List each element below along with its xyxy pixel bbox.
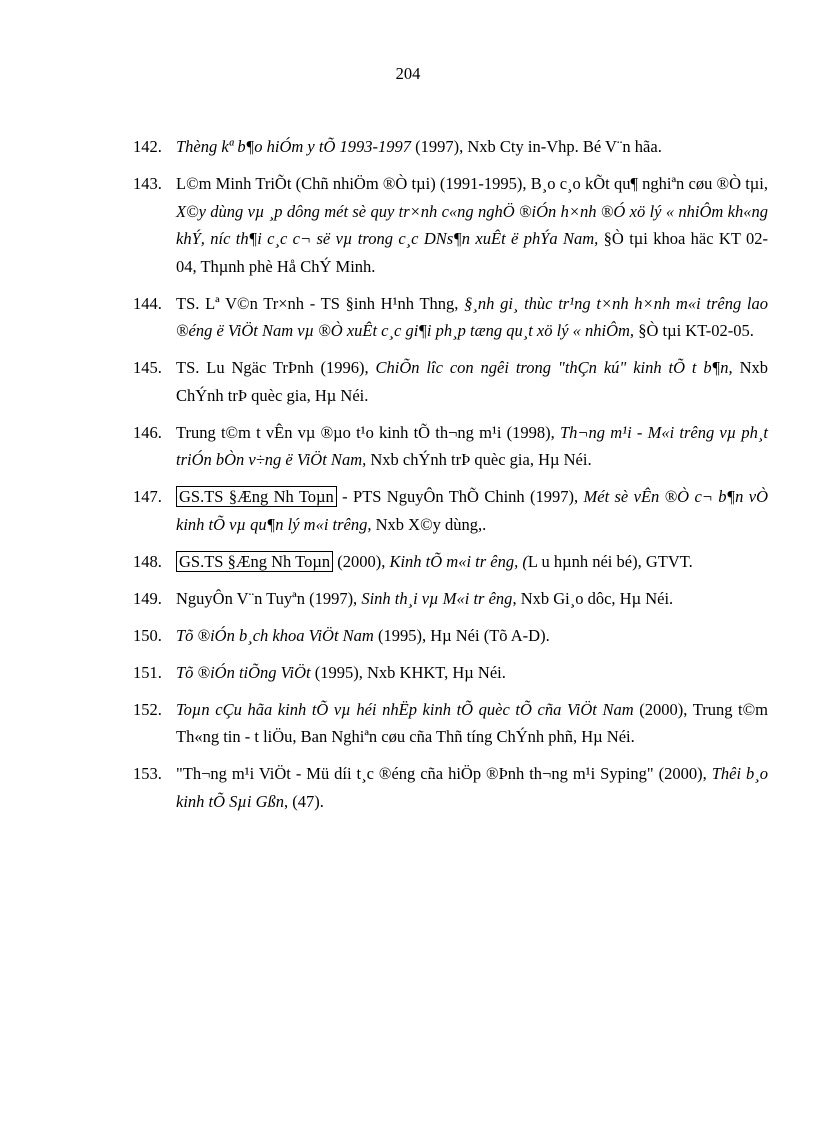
reference-text: [176, 622, 768, 650]
reference-item: [133, 419, 768, 474]
reference-number: 144.: [133, 293, 162, 313]
reference-title: Kinh tÕ m«i tr êng, (: [389, 551, 528, 571]
reference-segment: - PTS NguyÔn ThÕ Chinh (1997),: [336, 487, 584, 506]
reference-number: 148.: [133, 551, 162, 571]
reference-text: [176, 133, 768, 161]
reference-segment: NguyÔn V¨n Tuyªn (1997),: [176, 588, 362, 608]
reference-item: [133, 170, 768, 280]
reference-text: [176, 585, 768, 613]
reference-segment: Nxb ChÝnh trÞ quèc gia, Hµ Néi.: [176, 358, 768, 405]
reference-number: 145.: [133, 358, 162, 377]
reference-text: [176, 696, 768, 751]
reference-segment: "Th¬ng m¹i ViÖt - Mü díi t¸c ®éng cña hiÖp ®Þnh th¬ng m¹i Syping" (2000),: [176, 764, 712, 783]
reference-item: [133, 760, 768, 815]
reference-item: [133, 290, 768, 345]
reference-segment: , (47).: [284, 791, 324, 811]
reference-text: [176, 170, 768, 280]
reference-item: [133, 548, 768, 576]
reference-number: 152.: [133, 699, 162, 719]
reference-list: [133, 133, 768, 825]
reference-number: 150.: [133, 625, 162, 645]
reference-item: [133, 696, 768, 751]
boxed-author: GS.TS §Æng Nh Toµn: [176, 551, 333, 572]
reference-segment: (2000), Trung t©m Th«ng tin - t liÖu, Ban Nghiªn cøu cña Thñ tíng ChÝnh phñ, Hµ Néi.: [176, 699, 768, 746]
boxed-author: GS.TS §Æng Nh Toµn: [176, 486, 337, 507]
reference-item: [133, 354, 768, 409]
reference-segment: Trung t©m t vÊn vµ ®µo t¹o kinh tÕ th¬ng m¹i (1998),: [176, 422, 560, 442]
reference-item: [133, 133, 768, 161]
reference-title: Mét sè vÊn ®Ò c¬ b¶n vÒ kinh tÕ vµ qu¶n lý m«i trêng,: [176, 487, 769, 534]
reference-item: [133, 585, 768, 613]
reference-text: [176, 354, 768, 409]
reference-segment: (2000),: [333, 551, 390, 571]
reference-title: X©y dùng vµ ¸p dông mét sè quy tr×nh c«ng nghÖ ®iÓn h×nh ®Ó xö lý « nhiÔm kh«ng khÝ, níc th¶i c¸c c¬ së vµ trong c¸c DNs¶n xuÊt ë phÝa Nam,: [176, 201, 768, 248]
reference-segment: TS. Lu Ngäc TrÞnh (1996),: [176, 358, 376, 377]
reference-text: [176, 548, 768, 576]
reference-title: Toµn cÇu hãa kinh tÕ vµ héi nhËp kinh tÕ quèc tÕ cña ViÖt Nam: [176, 699, 634, 719]
reference-item: [133, 659, 768, 687]
reference-text: [176, 659, 768, 687]
reference-number: 143.: [133, 174, 162, 193]
reference-item: [133, 483, 768, 538]
reference-text: [176, 290, 768, 345]
reference-title: Tõ ®iÓn tiÕng ViÖt: [176, 662, 311, 682]
reference-segment: (1997), Nxb Cty in-Vhp. Bé V¨n hãa.: [411, 137, 662, 156]
reference-number: 151.: [133, 662, 162, 682]
reference-segment: L©m Minh TriÕt (Chñ nhiÖm ®Ò tµi) (1991-1995), B¸o c¸o kÕt qu¶ nghiªn cøu ®Ò tµi,: [176, 174, 768, 193]
reference-title: Thêi b¸o kinh tÕ Sµi Gßn: [176, 764, 768, 811]
reference-text: [176, 483, 768, 538]
reference-number: 149.: [133, 588, 162, 608]
reference-segment: TS. Lª V©n Tr×nh - TS §inh H¹nh Thng,: [176, 293, 465, 313]
reference-segment: §Ò tµi khoa häc KT 02- 04, Thµnh phè Hå ChÝ Minh.: [176, 229, 768, 276]
reference-number: 153.: [133, 764, 162, 783]
reference-title: Sinh th¸i vµ M«i tr êng: [361, 588, 513, 608]
reference-title: ChiÕn lîc con ngêi trong "thÇn kú" kinh tÕ t b¶n,: [375, 358, 733, 377]
reference-number: 146.: [133, 422, 162, 442]
reference-segment: Nxb X©y dùng,.: [371, 514, 487, 534]
reference-title: §¸nh gi¸ thùc tr¹ng t×nh h×nh m«i trêng lao ®éng ë ViÖt Nam vµ ®Ò xuÊt c¸c gi¶i ph¸p tæng qu¸t xö lý « nhiÔm,: [176, 293, 768, 340]
reference-segment: (1995), Hµ Néi (Tõ A-D).: [373, 625, 550, 645]
reference-segment: Nxb chÝnh trÞ quèc gia, Hµ Néi.: [366, 450, 592, 469]
reference-title: Tõ ®iÓn b¸ch khoa ViÖt Nam: [176, 625, 374, 645]
reference-segment: §Ò tµi KT-02-05.: [634, 321, 754, 340]
reference-text: [176, 760, 768, 815]
reference-number: 147.: [133, 487, 162, 506]
reference-segment: (1995), Nxb KHKT, Hµ Néi.: [310, 662, 506, 682]
reference-text: [176, 419, 768, 474]
reference-number: 142.: [133, 137, 162, 156]
reference-title: Thèng kª b¶o hiÓm y tÕ 1993-1997: [176, 137, 411, 156]
reference-segment: , Nxb Gi¸o dôc, Hµ Néi.: [512, 588, 674, 608]
reference-title: Th¬ng m¹i - M«i trêng vµ ph¸t triÓn bÒn v÷ng ë ViÖt Nam,: [176, 422, 768, 469]
page-number: 204: [395, 64, 421, 83]
reference-segment: L u hµnh néi bé), GTVT.: [527, 551, 693, 571]
reference-item: [133, 622, 768, 650]
